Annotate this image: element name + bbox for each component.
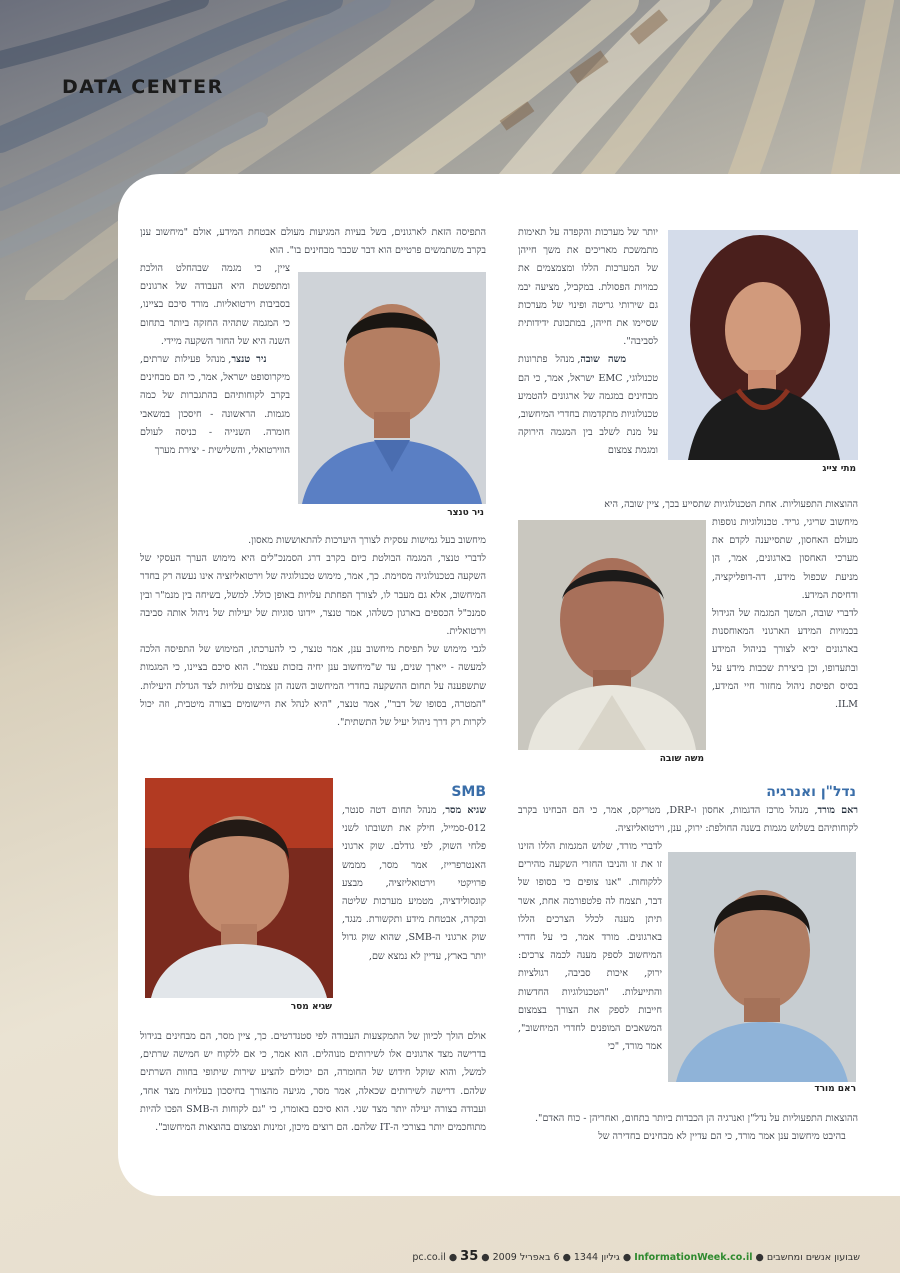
paragraph xyxy=(518,802,858,838)
footer-site-link[interactable]: InformationWeek.co.il xyxy=(634,1252,753,1263)
section-heading-netapp: נדל"ן ואנרגיה xyxy=(766,784,856,800)
text-column-right-middle xyxy=(712,514,858,770)
text-column-left-middle xyxy=(140,532,486,772)
text-column-sagi xyxy=(342,802,486,1028)
person-name: ראם מורד xyxy=(817,805,858,816)
text-top-left xyxy=(140,224,486,260)
footer-issue: גיליון 1344 xyxy=(573,1252,620,1263)
paragraph: מיחשוב שריגי, גריד. טכנולוגיות נוספות מעולם האחסון, שתסייענה לקדם את מערכי האחסון בארגונים, אמר, הן מניעת שכפול מידע, דה-דופליקציה, ודחיסת המידע. xyxy=(712,517,858,601)
caption-mati: מתי צייג xyxy=(822,464,856,474)
paragraph: יותר של מערכות והקפדה על תאימות מתמשכת מאריכים את משך חייהן של המערכות הללו ומצמצמים את כמויות הפסולת. במקביל, מציעה יבמ גם שירותי גריטה ופינוי של מערכות שסיימו את חייהן, במתכונת ידידותית לסביבה". xyxy=(518,227,658,348)
caption-nir: ניר טנצר xyxy=(447,508,484,518)
paragraph xyxy=(518,1128,858,1146)
paragraph-text: , מנהל פתרונות טכנולוגי, EMC ישראל, אמר, כי הם מבחינים במגמה של ארגונים להטמיע טכנולוגיות מתקדמות בחדרי המיחשוב, על מנת לשלב בין המגמה הירוקה ומגמת צמצום xyxy=(518,354,658,457)
paragraph-text: , מנהל פעילות שרתים, מיקרוסופט ישראל, אמר, כי הם מבחינים בקרב לקוחותיהם בהתגברות של כמה מגמות. הראשונה - חיסכון במשאבי חומרה. השנייה - כניסה לעולם הווירטואלי, והשלישית - יצירת מערך xyxy=(140,354,290,457)
photo-moshe xyxy=(518,520,706,750)
caption-ram: ראם מורד xyxy=(814,1084,856,1094)
text-ram-closing xyxy=(518,1110,858,1146)
paragraph-text: , מנהל תחום דטה סנטר, 012-סמייל, חילק את תשובתו לשני פלחי השוק, לפי גודלם. שוק ארגוני האנטרפרייז, אמר מסר, מממש פרויקטי וירטואליזציה, מבצע קונסולידציה, מטמיע מערכות שליטה ובקרה, אבטחת מידע ותקשורת. מנגד, שוק ארגוני ה-SMB, שהוא שוק גדול יותר בארץ, עדיין לא נמצא שם, xyxy=(342,805,487,962)
section-title: DATA CENTER xyxy=(62,76,224,98)
paragraph: אולם הולך לכיוון של התמקצעות העבודה לפי סטנדרטים. כך, ציין מסר, הם מבחינים בגידול בדרישה מצד ארגונים אלו לשירותים מנוהלים. הוא אמר, כי אם ללקוח יש חמישה שרתים, למשל, והוא שוקל חידוש של החומרה, הם יכולים להציע שירות שיתופי בחוות השרתים שלהם. דרישה לשירותים שכאלה, אמר מסר, מגיעה מהצורך בחיסכון בעלויות מצד אחד, ועבודה בצורה יעילה יותר מצד שני. הוא סיכם באומרו, כי "גם לקוחות ה-SMB הפכו להיות מתוחכמים יותר בצורכי ה-IT שלהם. הם רוצים מיכון, זמינות וצמצום בהוצאות המיחשוב". xyxy=(140,1031,486,1134)
text-ram-intro xyxy=(518,802,858,838)
person-name: שגיא מסר xyxy=(445,805,486,816)
photo-nir xyxy=(298,272,486,504)
text-column-ram xyxy=(518,838,662,1110)
paragraph: לדברי טנצר, המגמה הבולטת כיום בקרב דרג הסמנכ"לים היא מימוש הערך העסקי של השקעה בטכנולוגיה מסוימת. כך, אמר, מימוש טכנולוגיה של וירטואליזציה אינו נעשה רק בחדר המיחשוב, אלא גם מעבר לו, לצורך הפחתת עלויות באופן כולל. למשל, בשיחה בין מנמ"ר ובין סמנכ"ל הכספים בארגון כשלהו, אמר טנצר, יידונו סוגיות של יעילות של ניהול אותה סביבה וירטואלית. xyxy=(140,553,486,638)
text-line-wide xyxy=(518,496,858,514)
footer-domain[interactable]: pc.co.il xyxy=(412,1252,446,1263)
paragraph xyxy=(140,351,290,460)
footer-publication: שבועון אנשים ומחשבים xyxy=(766,1252,860,1263)
page-footer: שבועון אנשים ומחשבים ● InformationWeek.co.il ● גיליון 1344 ● 6 באפריל 2009 ● pc.co.il ● 35 xyxy=(412,1249,860,1264)
paragraph: לדברי מורד, שלוש המגמות הללו הזינו זו את זו והניבו החזרי השקעה מהירים ללקוחות. "אנו צופים כי בסופו של דבר, תצמח לה פלטפורמה אחת, אשר תיתן מענה לכלל הצרכים הללו בארגונים. מורד אמר, כי על חדרי המיחשוב לספק מענה לכמה צרכים: ירוק, איכות סביבה, רגולציות והתייעלות. "הטכנולוגיות החדשות חייבות לספק את הצורך בצמצום המשאבים המופנים לחדרי המיחשוב", אמר מורד, "כי xyxy=(518,841,662,1053)
paragraph: לדברי שובה, המשך המגמה של הגידול בכמויות המידע הארגוני המאוחסנות בארגונים יביא לצורך בניהול המידע ובתעדופו, וכן ביצירת שכבות מידע על בסיס תפיסת ניהול מחזור חיי המידע, ILM. xyxy=(712,608,858,711)
paragraph: התפיסה הזאת לארגונים, בשל בעיות המגיעות מעולם אבטחת המידע, אולם "מיחשוב ענן בקרב משתמשים פרטיים הוא דבר שכבר מבחינים בו". הוא xyxy=(140,227,486,257)
text-column-right-top xyxy=(518,224,658,504)
text-column-left-top xyxy=(140,260,290,532)
paragraph-text: בהיבט מיחשוב ענן אמר מורד, כי הם עדיין לא מבחינים בחדירה של xyxy=(598,1131,846,1143)
person-name: משה שובה xyxy=(580,354,627,366)
paragraph: ציין, כי מגמה שבהחלט הולכת ומתפשטת היא העבודה של ארגונים בסביבות וירטואליות. מורד סיכם בציינו, כי המגמה שתהיה החזקה ביותר בתחום השנה היא של החזר השקעה מיידי. xyxy=(140,263,290,347)
section-heading-smb: SMB xyxy=(451,784,486,800)
paragraph: ההוצאות התפעוליות על נדל"ן ואנרגיה הן הכבדות ביותר בתחום, ואחריהן - כוח האדם". xyxy=(534,1113,858,1124)
caption-sagi: שגיא מסר xyxy=(290,1002,332,1012)
paragraph xyxy=(518,351,658,460)
paragraph: ההוצאות התפעוליות. אחת הטכנולוגיות שתסייע בכך, ציין שובה, היא xyxy=(604,499,858,510)
photo-sagi xyxy=(145,778,333,998)
footer-date: 6 באפריל 2009 xyxy=(492,1252,560,1263)
paragraph xyxy=(342,802,486,966)
paragraph: מיחשוב בעל גמישות עסקית לצורך היערכות להתאוששות מאסון. xyxy=(248,535,486,546)
paragraph-text: , מנהל מרכז הדגמות, אחסון ו-DRP, מטריקס, אמר, כי הם הבחינו בקרב לקוחותיהם בשלוש מגמות בשנה החולפת: ירוק, ענן, וירטואליזציה. xyxy=(518,805,858,835)
person-name: ניר טנצר xyxy=(231,354,267,366)
photo-mati xyxy=(668,230,858,460)
paragraph: לגבי מימוש של תפיסת מיחשוב ענן, אמר טנצר, כי להערכתו, המימוש של התפיסה הלכה למעשה - ייארך שנים, עד ש"מיחשוב ענן יחיה בזכות עצמו". הוא סיכם בציינו, כי המגמות שתשפענה על תחום ההשקעה בחדרי המיחשוב השנה הן צמצום עלויות לצד הגדלת היעילות. "המטרה, בסופו של דבר", אמר טנצר, "היא לנהל את היישומים בצורה מיטבית, וזה יכול לקרות רק דרך ניהול יעיל של התשתית". xyxy=(140,644,486,729)
text-sagi-continued xyxy=(140,1028,486,1137)
photo-ram xyxy=(668,852,856,1082)
caption-moshe: משה שובה xyxy=(659,754,704,764)
page-number: 35 xyxy=(460,1249,479,1264)
